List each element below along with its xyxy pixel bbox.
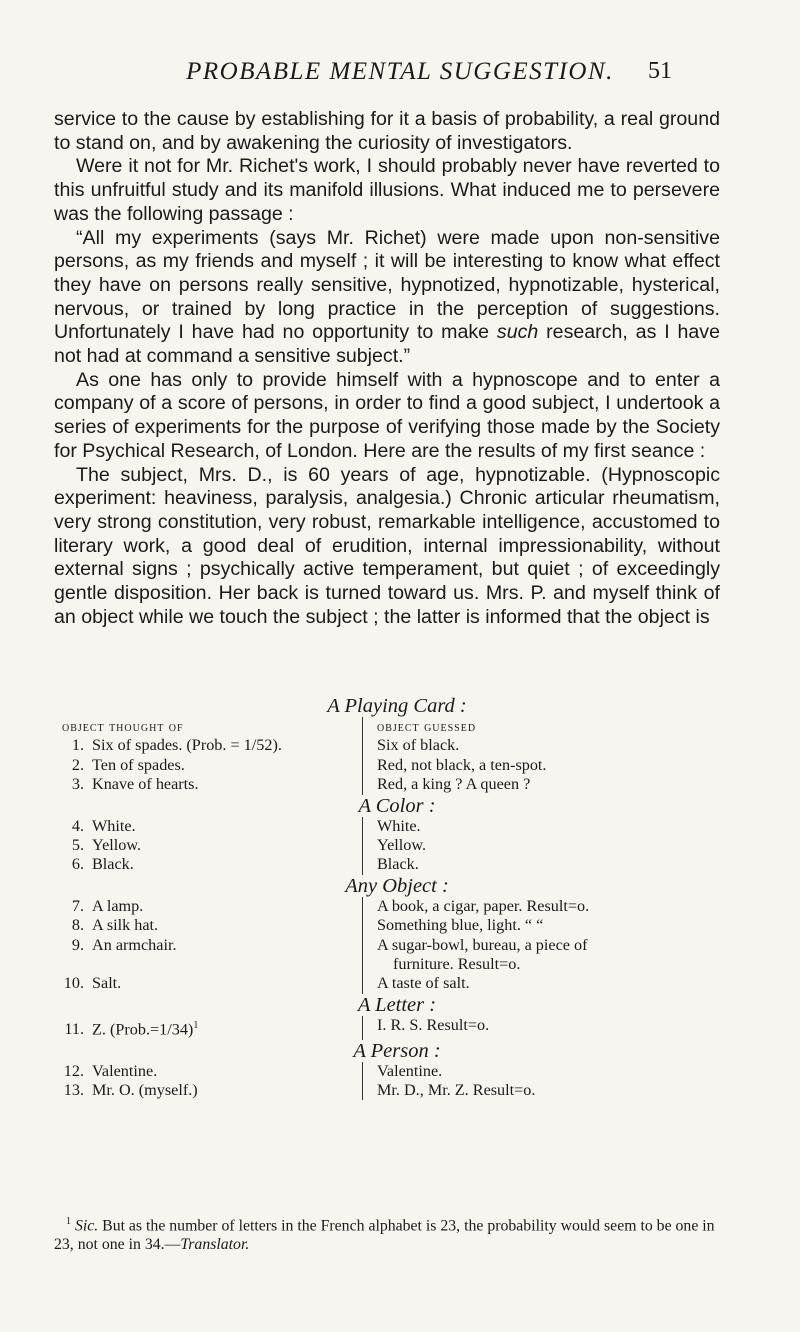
footnote — [54, 1212, 724, 1254]
letter-table — [62, 1016, 732, 1040]
section-title: A Color : — [358, 794, 436, 817]
footnote-text: But as the number of letters in the French alphabet is 23, the probability would seem to be one in 23, not one in 34.— — [54, 1217, 715, 1254]
table-cell: Mr. D., Mr. Z. Result=o. — [377, 1081, 536, 1100]
table-cell: Something blue, light. “ “ — [377, 916, 544, 935]
quote-text: “All my experiments (says Mr. Richet) were made upon non-sensitive persons, as my friends and myself ; it will be interesting to know what effect they have on persons really sensitive, hypnotized, hypnotizable, hysterical, nervous, or trained by long practice in the perception of suggestions. Unfortunately I have had no opportunity to make — [54, 226, 720, 344]
table-cell: Black. — [377, 855, 419, 874]
table-cell: Six of black. — [377, 736, 460, 755]
table-row: 10. Salt. — [63, 974, 122, 993]
table-row: 11. Z. (Prob.=1/34)$^1$ — [64, 1019, 199, 1039]
experiment-results — [62, 695, 732, 1100]
table-row: 6. Black. — [71, 855, 134, 874]
table-cell: I. R. S. Result=o. — [377, 1015, 490, 1034]
table-cell: Valentine. — [377, 1061, 443, 1080]
table-cell: Red, not black, a ten-spot. — [377, 755, 547, 774]
quoted-paragraph — [54, 227, 720, 369]
table-cell: Red, a king ? A queen ? — [377, 775, 531, 794]
table-row: 8. A silk hat. — [71, 916, 159, 935]
section-title: Any Object : — [345, 874, 449, 897]
table-row: 9. An armchair. — [71, 935, 177, 954]
section-title: A Playing Card : — [327, 695, 467, 717]
column-header-left: object thought of — [62, 719, 184, 734]
paragraph: service to the cause by establishing for it a basis of probability, a real ground to stand on, and by awakening the curiosity of investigators. — [54, 108, 720, 154]
table-row: 13. Mr. O. (myself.) — [63, 1081, 198, 1100]
footnote-marker: 1 — [193, 1019, 199, 1031]
table-row: 12. Valentine. — [63, 1061, 158, 1080]
table-row: 4. White. — [71, 816, 136, 835]
quote-text: research, as I have not had at command a sensitive subject.” — [54, 321, 720, 368]
emphasis: such — [496, 321, 539, 344]
section-title: A Letter : — [357, 993, 437, 1016]
table-cell: A sugar-bowl, bureau, a piece of — [377, 935, 588, 954]
page-header — [0, 58, 800, 88]
table-cell: furniture. Result=o. — [393, 955, 521, 974]
paragraph: Were it not for Mr. Richet's work, I should probably never have reverted to this unfruitful study and its manifold illusions. What induced me to persevere was the following passage : — [54, 155, 720, 225]
section-title: A Person : — [353, 1039, 441, 1062]
paragraph: As one has only to provide himself with a hypnoscope and to enter a company of a score of persons, in order to find a good subject, I undertook a series of experiments for the purpose of verifying those made by the Society for Psychical Research, of London. Here are the results of my first seance : — [54, 368, 720, 462]
table-cell: Yellow. — [377, 836, 427, 855]
playing-card-table — [62, 717, 732, 795]
table-cell: A taste of salt. — [377, 974, 470, 993]
running-title: PROBABLE MENTAL SUGGESTION. — [186, 58, 614, 85]
footnote-sic: Sic. — [74, 1217, 99, 1235]
table-cell: White. — [377, 816, 421, 835]
footnote-attribution: Translator. — [180, 1236, 250, 1254]
page-number: 51 — [648, 58, 672, 84]
object-table — [62, 897, 732, 994]
table-row: 3. Knave of hearts. — [71, 775, 199, 794]
body-text — [54, 108, 720, 629]
table-row: 7. A lamp. — [71, 896, 144, 915]
paragraph: The subject, Mrs. D., is 60 years of age, hypnotizable. (Hypnoscopic experiment: heaviness, paralysis, analgesia.) Chronic articular rheumatism, very strong constitution, very robust, remarkable intelligence, accustomed to literary work, a good deal of erudition, internal impressionability, without external signs ; psychically active temperament, but quiet ; of exceedingly gentle disposition. Her back is turned toward us. Mrs. P. and myself think of an object while we touch the subject ; the latter is informed that the object is — [54, 463, 720, 628]
table-cell: A book, a cigar, paper. Result=o. — [377, 896, 590, 915]
person-table — [62, 1062, 732, 1101]
footnote-marker: 1 — [66, 1216, 71, 1227]
table-row: 2. Ten of spades. — [71, 755, 185, 774]
table-row: 5. Yellow. — [71, 836, 142, 855]
table-row: 1. Six of spades. (Prob. = 1/52). — [71, 736, 282, 755]
column-header-right: object guessed — [377, 719, 477, 734]
color-table — [62, 817, 732, 875]
